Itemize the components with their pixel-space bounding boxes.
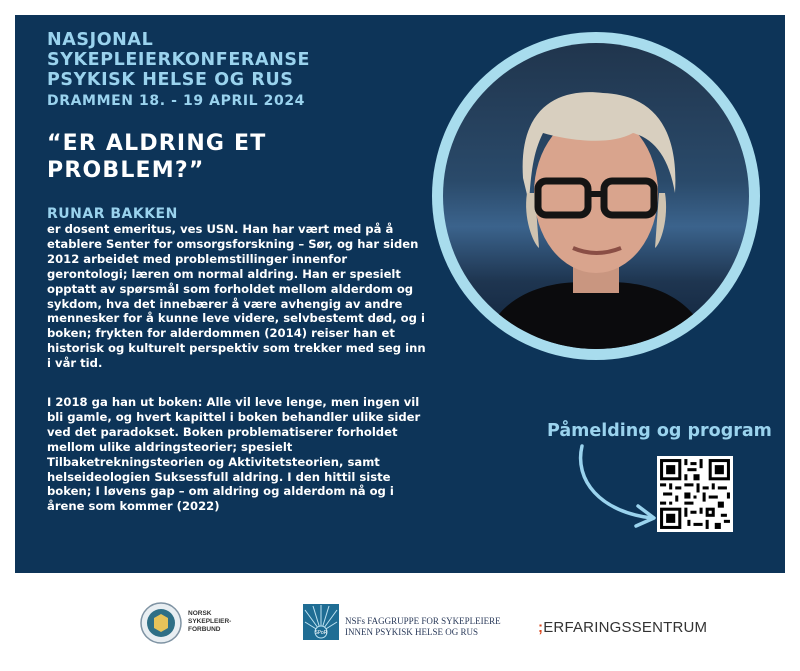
- qr-code-icon: [657, 456, 733, 532]
- speaker-portrait-illustration: [443, 43, 749, 349]
- conference-title: [47, 30, 310, 90]
- erfaringssentrum-wordmark: ERFARINGSSENTRUM: [543, 619, 708, 636]
- faggruppe-logo: [303, 604, 533, 644]
- registration-qr-code[interactable]: [657, 456, 733, 532]
- curved-arrow-icon: [570, 440, 660, 530]
- conference-title-line: PSYKISK HELSE OG RUS: [47, 70, 294, 90]
- nsf-wordmark-line: FORBUND: [188, 626, 221, 633]
- nsf-emblem-icon: [140, 602, 182, 644]
- talk-title: [47, 130, 266, 184]
- faggruppe-wordmark-line: NSFs FAGGRUPPE FOR SYKEPLEIERE: [345, 616, 501, 626]
- speaker-bio-1: er dosent emeritus, ves USN. Han har vært med på å etablere Senter for omsorgsforskning – Sør, og har siden 2012 arbeidet med problemstillinger innenfor gerontologi; læren om normal aldring. Han er spesielt opptatt av spørsmål som forholdet mellom alderdom og sykdom, hva det innebærer å være avhengig av andre mennesker for å kunne leve videre, selvbestemt død, og i boken; frykten for alderdommen (2014) reiser han et historisk og kulturelt perspektiv som trekker med seg inn i vår tid.: [47, 222, 426, 371]
- talk-title-line: PROBLEM?”: [47, 158, 205, 183]
- nsf-wordmark-line: SYKEPLEIER-: [188, 618, 232, 625]
- conference-title-line: NASJONAL: [47, 30, 154, 50]
- erfaringssentrum-mark-icon: ;: [538, 619, 544, 636]
- speaker-bio-2: I 2018 ga han ut boken: Alle vil leve lenge, men ingen vil bli gamle, og hvert kapittel i boken behandler ulike sider ved det paradokset. Boken problematiserer forholdet mellom ulike aldringsteorier; spesielt Tilbaketrekningsteorien og Aktivitetsteorien, samt helseideologien Suksessfull aldring. I den hittil siste boken; I løvens gap – om aldring og alderdom nå og i årene som kommer (2022): [47, 395, 421, 514]
- erfaringssentrum-logo: [538, 619, 707, 636]
- nsf-wordmark-line: NORSK: [188, 610, 212, 617]
- nsf-wordmark: [188, 610, 231, 634]
- faggruppe-wordmark-line: INNEN PSYKISK HELSE OG RUS: [345, 627, 479, 637]
- conference-title-line: SYKEPLEIERKONFERANSE: [47, 50, 311, 70]
- nsf-logo: [140, 602, 250, 646]
- spor-sunburst-icon: [303, 604, 339, 640]
- faggruppe-wordmark: [345, 616, 501, 638]
- registration-label: Påmelding og program: [547, 421, 772, 441]
- conference-date: DRAMMEN 18. - 19 APRIL 2024: [47, 93, 306, 109]
- speaker-name: RUNAR BAKKEN: [47, 206, 178, 222]
- talk-title-line: “ER ALDRING ET: [47, 131, 267, 156]
- spor-badge-text: SPoR: [314, 630, 328, 636]
- speaker-photo: [443, 43, 749, 349]
